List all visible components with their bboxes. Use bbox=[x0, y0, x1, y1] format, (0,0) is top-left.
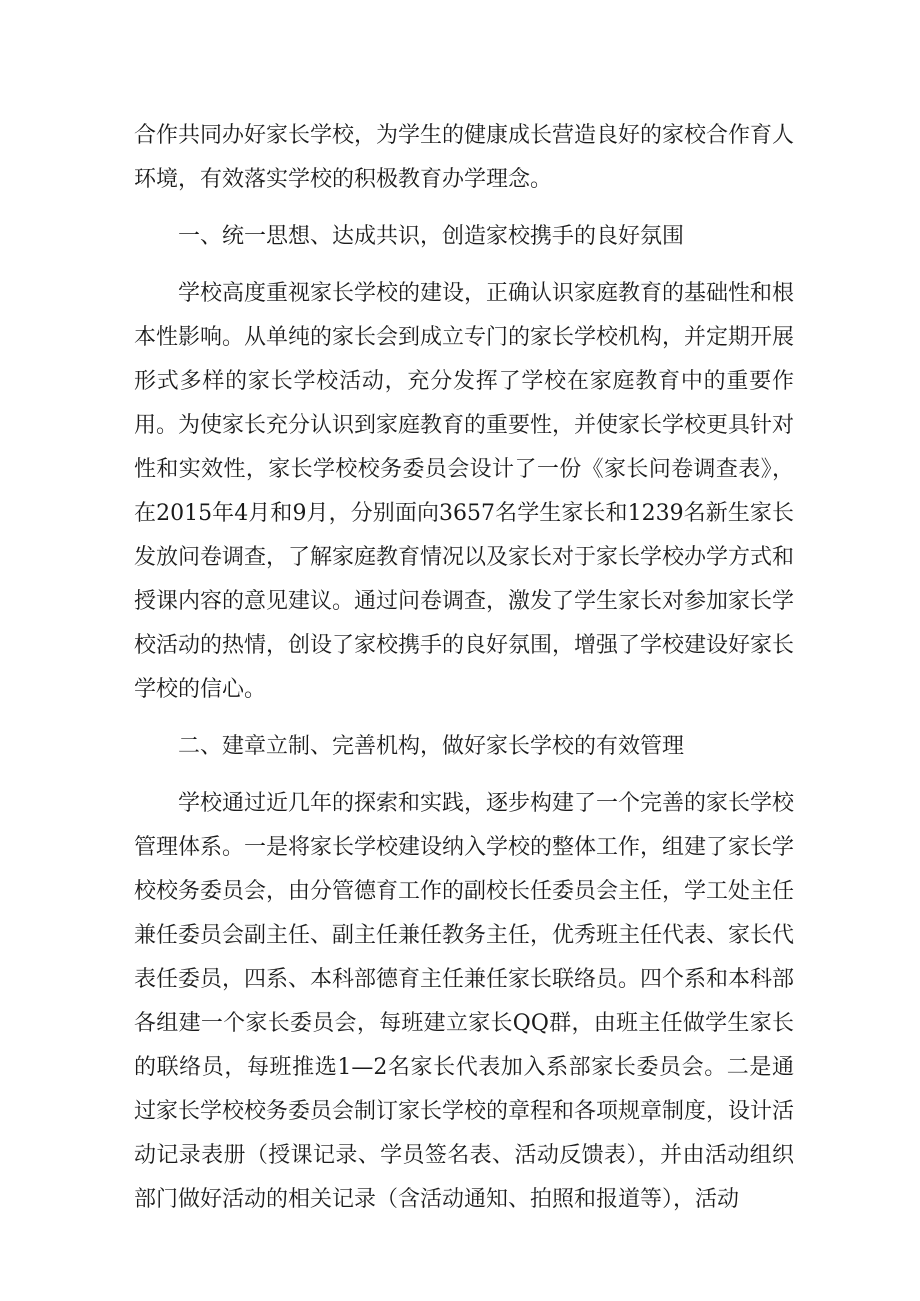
document-body bbox=[134, 114, 794, 1235]
section-heading-1: 一、统一思想、达成共识，创造家校携手的良好氛围 bbox=[178, 224, 685, 249]
paragraph-intro-continuation: 合作共同办好家长学校，为学生的健康成长营造良好的家校合作育人环境，有效落实学校的积极教育办学理念。 bbox=[134, 123, 795, 192]
paragraph-section-2: 学校通过近几年的探索和实践，逐步构建了一个完善的家长学校管理体系。一是将家长学校建设纳入学校的整体工作，组建了家长学校校务委员会，由分管德育工作的副校长任委员会主任，学工处主任兼任委员会副主任、副主任兼任教务主任，优秀班主任代表、家长代表任委员，四系、本科部德育主任兼任家长联络员。四个系和本科部各组建一个家长委员会，每班建立家长QQ群，由班主任做学生家长的联络员，每班推选1—2名家长代表加入系部家长委员会。二是通过家长学校校务委员会制订家长学校的章程和各项规章制度，设计活动记录表册（授课记录、学员签名表、活动反馈表），并由活动组织部门做好活动的相关记录（含活动通知、拍照和报道等），活动 bbox=[134, 791, 795, 1212]
section-heading-2: 二、建章立制、完善机构，做好家长学校的有效管理 bbox=[178, 734, 685, 759]
paragraph-section-1: 学校高度重视家长学校的建设，正确认识家庭教育的基础性和根本性影响。从单纯的家长会到成立专门的家长学校机构，并定期开展形式多样的家长学校活动，充分发挥了学校在家庭教育中的重要作用。为使家长充分认识到家庭教育的重要性，并使家长学校更具针对性和实效性，家长学校校务委员会设计了一份《家长问卷调查表》，在2015年4月和9月，分别面向3657名学生家长和1239名新生家长发放问卷调查，了解家庭教育情况以及家长对于家长学校办学方式和授课内容的意见建议。通过问卷调查，激发了学生家长对参加家长学校活动的热情，创设了家校携手的良好氛围，增强了学校建设好家长学校的信心。 bbox=[134, 281, 795, 702]
